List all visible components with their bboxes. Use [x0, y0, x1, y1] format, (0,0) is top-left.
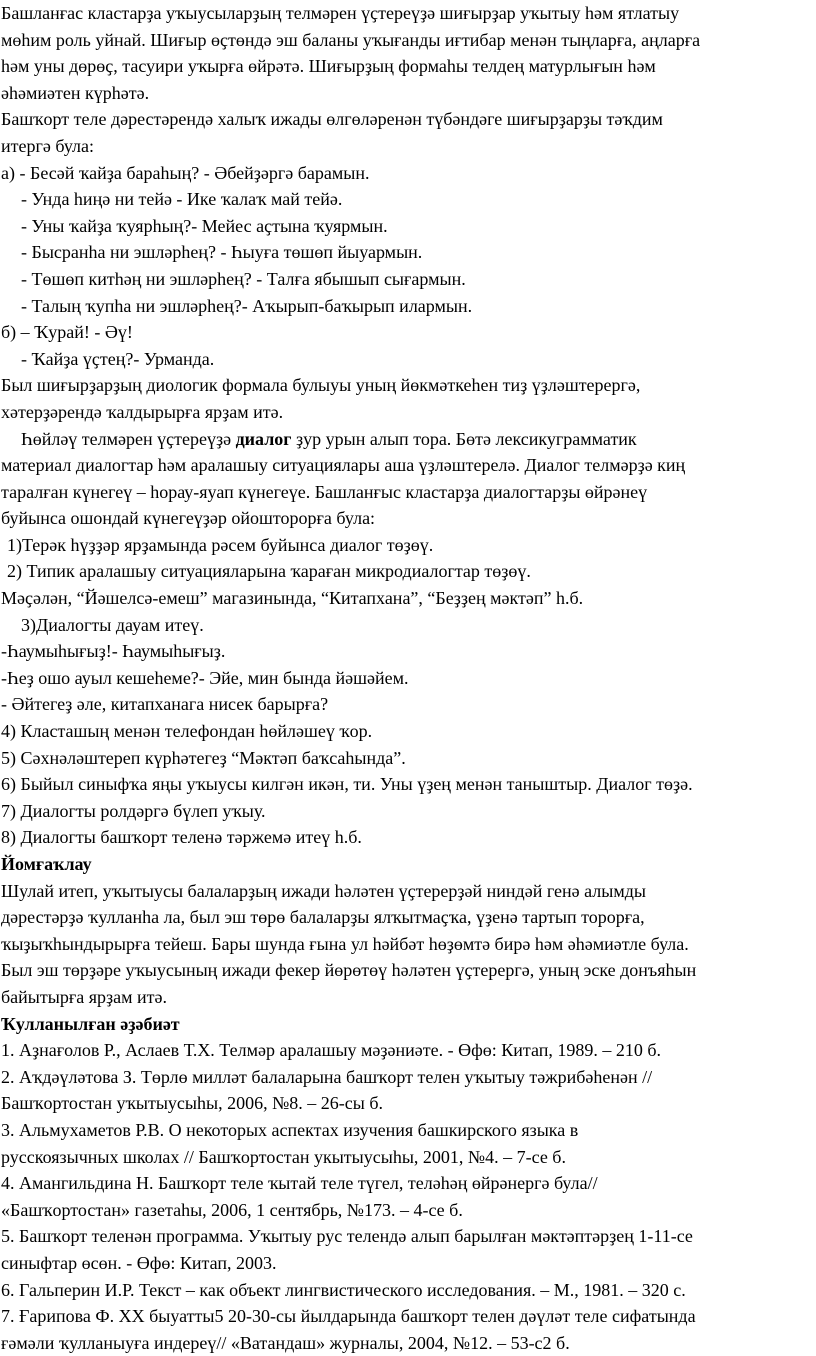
summary-section [1, 851, 812, 1011]
text-line: мөһим роль уйнай. Шиғыр өҫтөндә эш баланы уҡығанды иғтибар менән тыңларға, аңларға [1, 29, 701, 50]
list-item: 6) Быйыл синыфҡа яңы уҡыусы килгән икән, ти. Уны үҙең менән таныштыр. Диалог төҙә. [1, 774, 693, 795]
reference-line: 7. Ғарипова Ф. XX быуатты5 20-30-сы йылдарында башҡорт телен дәүләт теле сифатында [1, 1306, 696, 1327]
poem-line: б) – Ҡурай! - Әү! [1, 322, 133, 343]
text-line: Был эш төрҙәре уҡыусының ижади фекер йөрөтөү һәләтен үҫтерергә, уның эске донъяһын [1, 960, 697, 981]
dialog-paragraph [1, 426, 812, 532]
poem-line: - Уны ҡайҙа ҡуярһың?- Мейес аҫтына ҡуярмын. [21, 215, 388, 236]
reference-line: синыфтар өсөн. - Өфө: Китап, 2003. [1, 1252, 277, 1273]
dialog-para-start: Һөйләү телмәрен үҫтереүҙә [21, 428, 236, 449]
poems-intro-paragraph [1, 106, 812, 159]
list-item: 5) Сәхнәләштереп күрһәтегеҙ “Мәктәп баҡсаһында”. [1, 747, 406, 768]
reference-line: ғәмәли ҡулланыуға индереү// «Ватандаш» журналы, 2004, №12. – 53-с2 б. [1, 1332, 570, 1353]
reference-line: 1. Аҙнағолов Р., Аслаев Т.Х. Телмәр аралашыу мәҙәниәте. - Өфө: Китап, 1989. – 210 б. [1, 1040, 662, 1061]
references-heading: Ҡулланылған әҙәбиәт [1, 1013, 180, 1034]
poem-line: - Ҡайҙа үҫтең?- Урманда. [21, 348, 215, 369]
text-line: Был шиғырҙарҙың диологик формала булыуы уның йөкмәткеһен тиҙ үҙләштерергә, [1, 375, 641, 396]
dialog-line: - Әйтегеҙ әле, китапханага нисек барырға? [1, 694, 329, 715]
reference-line: русскоязычных школах // Башҡортостан укытыусыhы, 2001, №4. – 7-се б. [1, 1146, 566, 1167]
text-line: байытырға ярҙам итә. [1, 986, 167, 1007]
poem-a [1, 160, 812, 320]
text-line: Башланғас кластарҙа уҡыусыларҙың телмәрен үҫтереүҙә шиғырҙар уҡытыу һәм ятлатыу [1, 3, 680, 23]
list-item: 2) Типик аралашыу ситуацияларына ҡараған микродиалогтар төҙөү. [7, 561, 531, 582]
poem-line: - Төшөп китһәң ни эшләрһең? - Талға ябышып сығармын. [21, 268, 466, 289]
list-item: 4) Класташың менән телефондан һөйләшеү ҡор. [1, 721, 373, 742]
summary-heading: Йомғаҡлау [1, 854, 92, 874]
text-line [1, 426, 812, 453]
dialog-line: -Һеҙ ошо ауыл кешеһеме?- Эйе, мин бында йәшәйем. [1, 667, 409, 688]
text-line: һәм уны дөрөҫ, тасуири уҡырға өйрәтә. Шиғырҙың формаһы телдең матурлығын һәм [1, 56, 656, 77]
text-line: әһәмиәтен күрһәтә. [1, 82, 150, 103]
list-item: 7) Диалогты ролдәргә бүлеп уҡыу. [1, 800, 266, 821]
reference-line: 3. Альмухаметов Р.В. О некоторых аспектах изучения башкирского языка в [1, 1119, 579, 1140]
text-line: ҡыҙыҡһындырырға тейеш. Бары шунда ғына ул һәйбәт һөҙөмтә бирә һәм әһәмиәтле була. [1, 933, 689, 954]
dialog-para-end: ҙур урын алып тора. Бөтә лексикуграмматик [291, 428, 637, 449]
reference-line: 4. Амангильдина Н. Башҡорт теле ҡытай теле түгел, теләһәң өйрәнергә була// [1, 1173, 598, 1194]
intro-paragraph [1, 0, 812, 106]
text-line: материал диалогтар һәм аралашыу ситуациялары аша үҙләштерелә. Диалог телмәрҙә киң [1, 455, 686, 476]
list-item: 1)Терәк һүҙҙәр ярҙамында рәсем буйынса диалог төҙөү. [7, 534, 434, 555]
text-line: Башҡорт теле дәрестәрендә халыҡ ижады өлгөләренән түбәндәге шиғырҙарҙы тәҡдим [1, 109, 663, 130]
dialog-term: диалог [235, 428, 292, 449]
text-line: Шулай итеп, уҡытыусы балаларҙың ижади һәләтен үҫтерерҙәй ниндәй генә алымды [1, 880, 646, 901]
poem-line: - Талың ҡупһа ни эшләрһең?- Аҡырып-баҡырып илармын. [21, 295, 473, 316]
poem-b [1, 319, 812, 372]
dialog-form-paragraph [1, 372, 812, 425]
dialog-line: -Һаумыһығыҙ!- Һаумыһығыҙ. [1, 641, 226, 662]
text-line: таралған күнегеү – һорау-яуап күнегеүе. Башланғыс кластарҙа диалогтарҙы өйрәнеү [1, 481, 648, 502]
text-line: итергә була: [1, 135, 95, 156]
reference-line: «Башҡортостан» газетаһы, 2006, 1 сентябрь, №173. – 4-се б. [1, 1199, 463, 1220]
list-item: 8) Диалогты башҡорт теленә тәржемә итеү һ.б. [1, 827, 362, 848]
reference-line: 2. Аҡдәүләтова З. Төрлө милләт балаларына башҡорт телен уҡытыу тәжрибәһенән // [1, 1066, 653, 1087]
text-line: хәтерҙәрендә ҡалдырырға ярҙам итә. [1, 401, 284, 422]
poem-line: а) - Бесәй ҡайҙа бараһың? - Әбейҙәргә барамын. [1, 162, 370, 183]
list-item: 3)Диалогты дауам итеү. [21, 614, 204, 635]
reference-line: 6. Гальперин И.Р. Текст – как объект лингвистического исследования. – М., 1981. – 320 с. [1, 1279, 686, 1300]
poem-line: - Бысранһа ни эшләрһең? - Һыуға төшөп йыуармын. [21, 242, 423, 263]
references-section [1, 1011, 812, 1356]
list-item-example: Мәҫәлән, “Йәшелсә-емеш” магазинында, “Китапхана”, “Беҙҙең мәктәп” һ.б. [1, 588, 584, 609]
reference-line: 5. Башҡорт теленән программа. Уҡытыу рус телендә алып барылған мәктәптәрҙең 1-11-се [1, 1226, 693, 1247]
poem-line: - Унда һиңә ни тейә - Ике ҡалаҡ май тейә. [21, 189, 343, 210]
text-line: дәрестәрҙә ҡулланһа ла, был эш төрө балаларҙы ялҡытмаҫҡа, үҙенә тартып торорға, [1, 907, 645, 928]
reference-line: Башҡортостан уҡытыусыһы, 2006, №8. – 26-сы б. [1, 1093, 383, 1114]
exercise-list [1, 532, 812, 851]
text-line: буйынса ошондай күнегеүҙәр ойошторорға була: [1, 508, 376, 529]
